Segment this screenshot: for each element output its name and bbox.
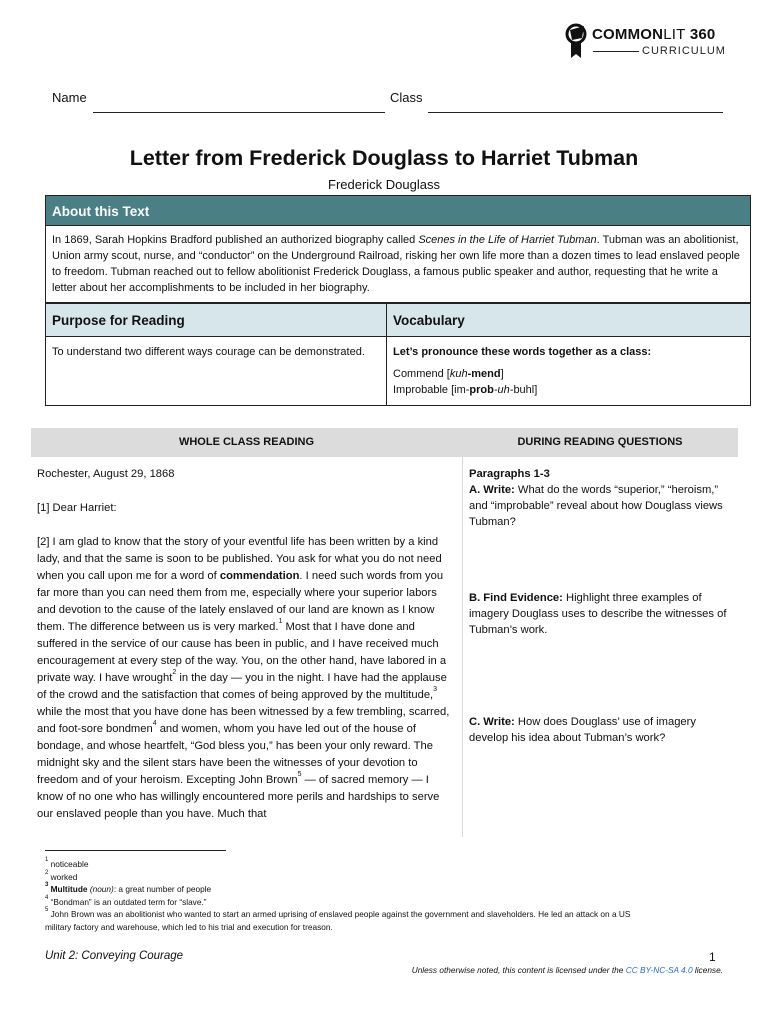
class-line[interactable] (428, 112, 723, 113)
vocab-word-commend: Commend [kuh-mend] (393, 368, 504, 380)
questions-section-label: Paragraphs 1-3 (469, 468, 550, 480)
paragraph-2: [2] I am glad to know that the story of your eventful life has been written by a kind lady, and that the same is soon to be published. You ask for what you do not need when you call upon me for a word of commendation. I need such words from you far more than you can need them from me, especially where your superior labors and devotion to the cause of the lately enslaved of our land are known as I know them. The difference between us is very marked.$^1$ Most that I have done and suffered in the service of our cause has been in public, and I have received much encouragement at every step of the way. You, on the other hand, have labored in a private way. I have wrought$^2$ in the day — you in the night. I have had the applause of the crowd and the satisfaction that comes of being approved by the multitude,$^3$ while the most that you have done has been witnessed by a few trembling, scarred, and foot-sore bondmen$^4$ and women, whom you have led out of the house of bondage, and whose heartfelt, “God bless you,” has been your only reward. The midnight sky and the silent stars have been the witnesses of your devotion to freedom and of your heroism. Excepting John Brown$^5$ — of sacred memory — I know of no one who has willingly encountered more perils and hardships to serve our enslaved people than you have. Much that (37, 536, 450, 820)
page-title: Letter from Frederick Douglass to Harriet Tubman (129, 146, 639, 170)
salutation: [1] Dear Harriet: (37, 502, 117, 514)
footnote-ref-4[interactable]: 4 (152, 720, 157, 727)
footnote-4: $^4$ “Bondman” is an outdated term for “slave.” (45, 894, 207, 907)
footnote-ref-1[interactable]: 1 (278, 618, 283, 625)
footnote-ref-3[interactable]: 3 (433, 686, 438, 693)
purpose-text: To understand two different ways courage can be demonstrated. (52, 346, 365, 358)
footnote-3: $^3$ Multitude (noun): a great number of people (45, 882, 212, 894)
footnotes (45, 858, 745, 933)
footnote-ref-5[interactable]: 5 (297, 771, 302, 778)
commonlit-mark-icon (562, 22, 592, 62)
logo-subtitle: CURRICULUM (642, 45, 726, 57)
vocabulary-body (387, 337, 750, 405)
name-label: Name (52, 90, 87, 105)
about-box (45, 195, 751, 303)
class-label: Class (390, 90, 423, 105)
column-divider (462, 457, 463, 837)
license-notice: Unless otherwise noted, this content is licensed under the CC BY-NC-SA 4.0 license. (411, 965, 723, 975)
logo-divider (593, 51, 639, 52)
footnote-2: $^2$ worked (45, 869, 78, 882)
author: Frederick Douglass (328, 177, 440, 192)
during-reading-questions-heading: DURING READING QUESTIONS (517, 436, 683, 448)
purpose-heading: Purpose for Reading (46, 304, 386, 337)
vocabulary-intro: Let’s pronounce these words together as a class: (393, 346, 652, 358)
license-link[interactable]: CC BY-NC-SA 4.0 (625, 965, 693, 975)
name-line[interactable] (93, 112, 385, 113)
logo-brand: COMMONLIT 360 (592, 26, 716, 43)
vocabulary-column (387, 304, 750, 405)
purpose-vocab-table (45, 303, 751, 406)
footnote-5: $^5$ John Brown was an abolitionist who wanted to start an armed uprising of enslaved people against the government and slaveholders. He led an attack on a US (45, 907, 631, 919)
reading-passage (37, 466, 453, 840)
dateline: Rochester, August 29, 1868 (37, 468, 175, 480)
question-c: C. Write: How does Douglass’ use of imagery develop his idea about Tubman’s work? (469, 716, 696, 744)
about-heading: About this Text (46, 196, 750, 226)
question-b: B. Find Evidence: Highlight three examples of imagery Douglass uses to describe the witnesses of Tubman’s work. (469, 592, 727, 636)
commonlit-logo (562, 22, 732, 62)
vocab-word-improbable: Improbable [im-prob-uh-buhl] (393, 384, 538, 396)
footnote-divider (45, 850, 226, 851)
footnote-1: $^1$ noticeable (45, 857, 89, 869)
footnote-5-continued: military factory and warehouse, which led to his trial and execution for treason. (45, 921, 333, 932)
about-body: In 1869, Sarah Hopkins Bradford published an authorized biography called Scenes in the Life of Harriet Tubman. Tubman was an abolitionist, Union army scout, nurse, and “conductor” on the Underground Railroad, risking her own life more than a dozen times to lead enslaved people to freedom. Tubman reached out to fellow abolitionist Frederick Douglass, a famous public speaker and author, requesting that he write a letter about her accomplishments to be included in her biography. (52, 234, 740, 294)
vocabulary-heading: Vocabulary (387, 304, 750, 337)
page-number: 1 (709, 950, 716, 964)
purpose-column (46, 304, 387, 405)
question-a: Paragraphs 1-3 A. Write: What do the words “superior,” “heroism,” and “improbable” reveal about how Douglass views Tubman? (469, 466, 737, 530)
whole-class-reading-heading: WHOLE CLASS READING (178, 436, 315, 448)
unit-label: Unit 2: Conveying Courage (45, 950, 184, 962)
footnote-ref-2[interactable]: 2 (172, 669, 177, 676)
